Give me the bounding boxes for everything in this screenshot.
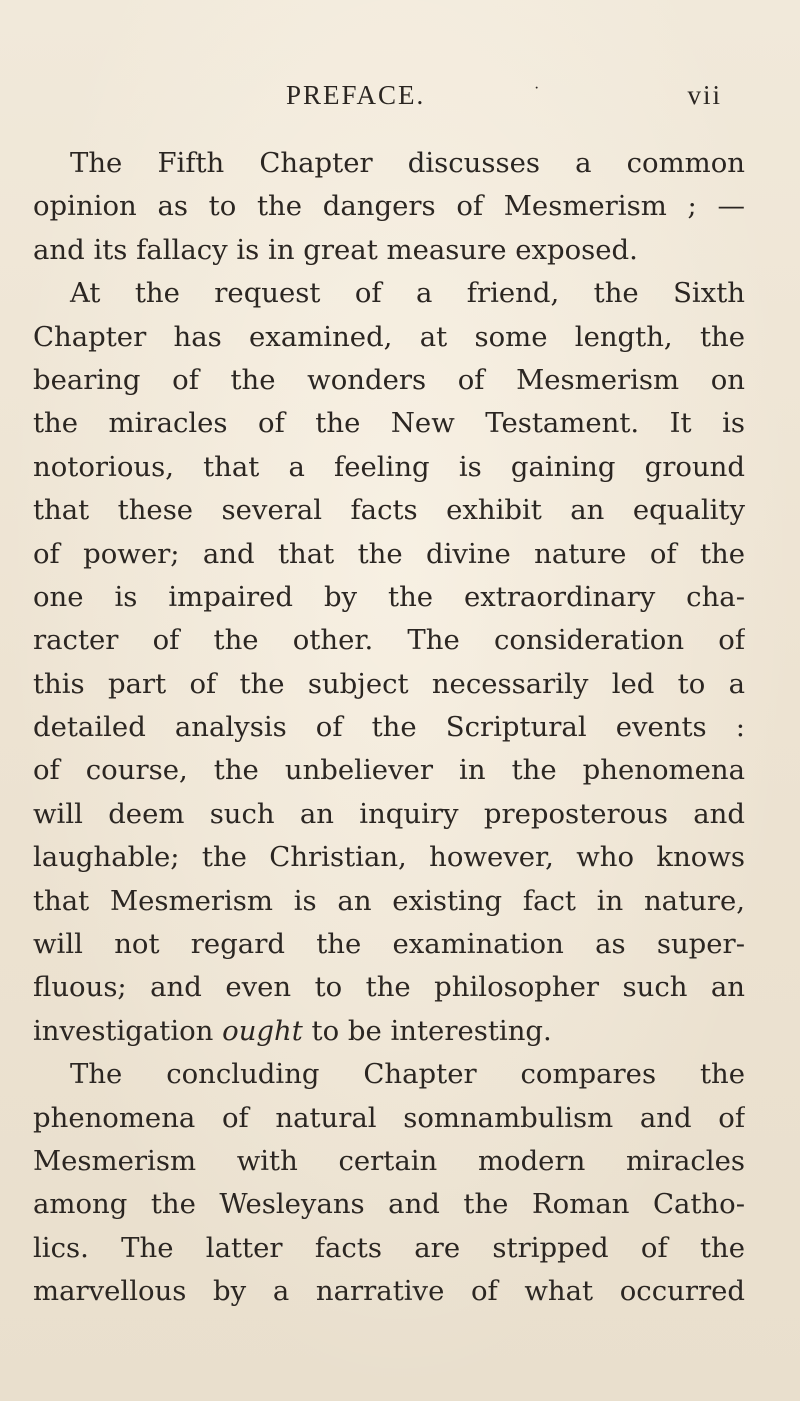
text-line xyxy=(33,1010,745,1053)
text-line: that Mesmerism is an existing fact in nature, xyxy=(33,884,745,917)
text-line: detailed analysis of the Scriptural events : xyxy=(33,711,745,744)
text-line: and its fallacy is in great measure exposed. xyxy=(33,233,638,266)
text-line: lics. The latter facts are stripped of the xyxy=(33,1231,745,1264)
running-head-mark: · xyxy=(534,80,542,97)
text-line: that these several facts exhibit an equality xyxy=(33,494,745,527)
preface-body xyxy=(33,142,745,1314)
text-line: laughable; the Christian, however, who knows xyxy=(33,841,745,874)
text-line: phenomena of natural somnambulism and of xyxy=(33,1101,745,1134)
text-line: The Fifth Chapter discusses a common xyxy=(70,147,745,179)
text-line: one is impaired by the extraordinary cha- xyxy=(33,580,745,613)
text-line: among the Wesleyans and the Roman Catho- xyxy=(33,1188,745,1221)
text-line: will deem such an inquiry preposterous and xyxy=(33,797,745,830)
text-line: The concluding Chapter compares the xyxy=(70,1058,745,1091)
text-line: At the request of a friend, the Sixth xyxy=(70,277,745,310)
running-head-title: PREFACE. xyxy=(286,80,426,110)
text-line: opinion as to the dangers of Mesmerism ; — xyxy=(33,190,745,223)
text-run: to be interesting. xyxy=(311,1014,552,1047)
text-line: bearing of the wonders of Mesmerism on xyxy=(33,363,745,396)
italic-emphasis: ought xyxy=(222,1014,303,1047)
text-line: racter of the other. The consideration of xyxy=(33,624,745,657)
page-number: vii xyxy=(687,80,722,110)
text-line: fluous; and even to the philosopher such an xyxy=(33,971,745,1004)
text-run: investigation xyxy=(33,1014,214,1047)
text-line: the miracles of the New Testament. It is xyxy=(33,407,745,440)
running-head xyxy=(286,80,722,120)
text-line: Mesmerism with certain modern miracles xyxy=(33,1144,745,1177)
text-line: of power; and that the divine nature of the xyxy=(33,537,745,570)
text-line: notorious, that a feeling is gaining ground xyxy=(33,450,745,483)
text-line: of course, the unbeliever in the phenomena xyxy=(33,754,745,787)
text-line: will not regard the examination as super- xyxy=(33,928,745,961)
text-line: this part of the subject necessarily led to a xyxy=(33,667,745,700)
text-line: Chapter has examined, at some length, the xyxy=(33,320,745,353)
text-line: marvellous by a narrative of what occurred xyxy=(33,1275,745,1308)
